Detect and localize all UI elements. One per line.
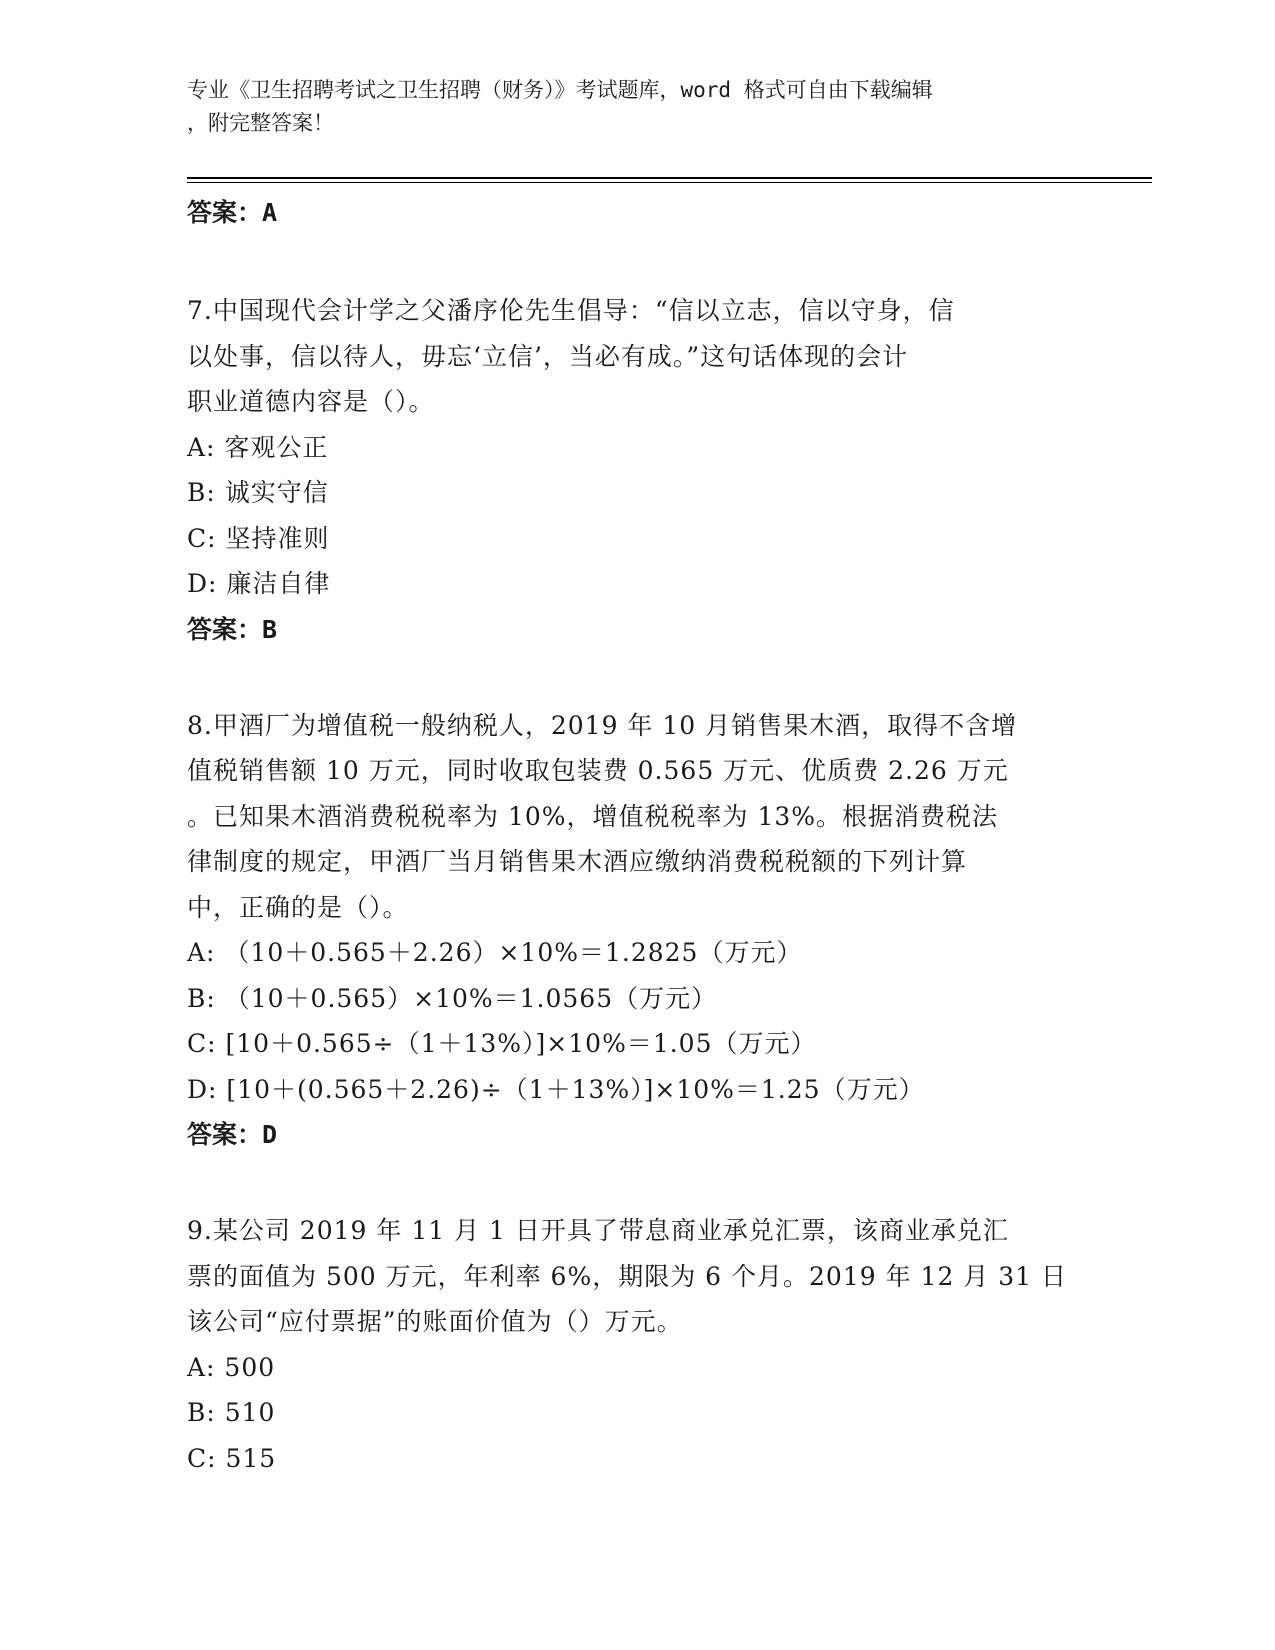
answer-line: 答案：B <box>187 614 278 644</box>
answer-line: 答案：D <box>187 1120 278 1149</box>
header-divider-thick <box>187 177 1152 179</box>
question-stem: 7.中国现代会计学之父潘序伦先生倡导：“信以立志，信以守身，信 以处事，信以待人，毋忘‘立信’，当必有成。”这句话体现的会计 职业道德内容是（）。 <box>187 296 955 416</box>
question-9 <box>187 1208 1087 1481</box>
option-d: D: 廉洁自律 <box>187 569 331 598</box>
option-b: B: 510 <box>187 1398 276 1427</box>
question-stem: 9.某公司 2019 年 11 月 1 日开具了带息商业承兑汇票，该商业承兑汇 票的面值为 500 万元，年利率 6%，期限为 6 个月。2019 年 12 月 31 日 该公司“应付票据”的账面价值为（）万元。 <box>187 1216 1067 1336</box>
option-c: C: 515 <box>187 1443 277 1473</box>
question-8 <box>187 703 1087 1159</box>
answer-line: 答案：A <box>187 198 278 227</box>
header-line-1: 专业《卫生招聘考试之卫生招聘（财务）》考试题库，word 格式可自由下载编辑 <box>187 78 933 102</box>
option-b: B: （10＋0.565）×10%＝1.0565（万元） <box>187 983 718 1013</box>
header-line-2: ，附完整答案！ <box>187 111 334 135</box>
option-a: A: （10＋0.565＋2.26）×10%＝1.2825（万元） <box>187 938 803 967</box>
document-header <box>187 74 1087 140</box>
option-c: C: 坚持准则 <box>187 523 330 553</box>
question-7 <box>187 288 1087 653</box>
question-list <box>187 190 1087 1481</box>
option-d: D: [10＋(0.565＋2.26)÷（1＋13%）]×10%＝1.25（万元） <box>187 1074 925 1104</box>
question-stem: 8.甲酒厂为增值税一般纳税人，2019 年 10 月销售果木酒，取得不含增 值税销售额 10 万元，同时收取包装费 0.565 万元、优质费 2.26 万元 。已知果木酒消费税税率为 10%，增值税税率为 13%。根据消费税法 律制度的规定，甲酒厂当月销售果木酒应缴纳消费税税额的下列计算 中，正确的是（）。 <box>187 710 1018 922</box>
option-c: C: [10＋0.565÷（1＋13%）]×10%＝1.05（万元） <box>187 1029 817 1058</box>
option-b: B: 诚实守信 <box>187 478 329 507</box>
option-a: A: 客观公正 <box>187 432 329 462</box>
header-divider-thin <box>187 182 1152 183</box>
option-a: A: 500 <box>187 1352 276 1382</box>
